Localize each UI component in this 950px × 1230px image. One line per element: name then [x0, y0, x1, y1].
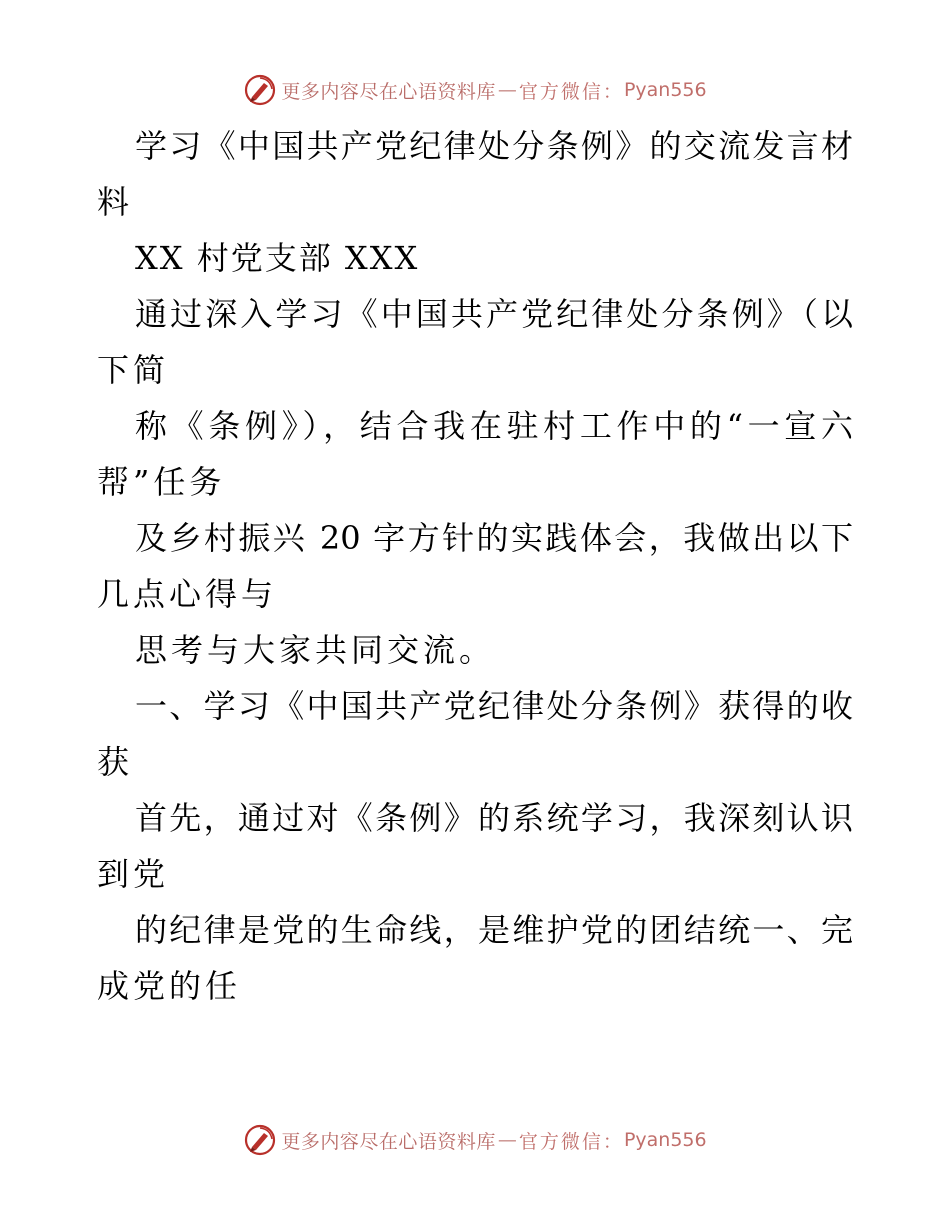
paragraph-line: 成党的任: [97, 967, 242, 1005]
pen-logo-icon: [243, 73, 277, 107]
author-line: XX 村党支部 XXX: [135, 239, 420, 277]
paragraph-line: 几点心得与: [97, 575, 278, 613]
banner-separator: —: [497, 79, 517, 101]
paragraph-line: 通过深入学习《中国共产党纪律处分条例》（以: [135, 295, 853, 333]
document-body: [97, 118, 853, 1014]
section-heading-line: 获: [97, 743, 134, 781]
pen-logo-icon: [243, 1123, 277, 1157]
title-line-2: 料: [97, 183, 134, 221]
paragraph-line: 到党: [97, 855, 170, 893]
paragraph-line: 及乡村振兴 20 字方针的实践体会，我做出以下: [135, 519, 853, 557]
title-line-1: 学习《中国共产党纪律处分条例》的交流发言材: [135, 127, 853, 165]
banner-text: 更多内容尽在心语资料库: [281, 80, 496, 103]
banner-separator: —: [497, 1129, 517, 1151]
footer-banner: [0, 1122, 950, 1158]
paragraph-line: 帮”任务: [97, 463, 226, 501]
paragraph-line: 首先，通过对《条例》的系统学习，我深刻认识: [135, 799, 853, 837]
paragraph-line: 思考与大家共同交流。: [135, 631, 496, 669]
paragraph-line: 下简: [97, 351, 170, 389]
banner-text: 更多内容尽在心语资料库: [281, 1130, 496, 1153]
paragraph-line: 的纪律是党的生命线，是维护党的团结统一、完: [135, 911, 853, 949]
banner-wechat-label: 官方微信：: [518, 80, 624, 103]
section-heading-line: 一、学习《中国共产党纪律处分条例》获得的收: [135, 687, 853, 725]
header-banner: [0, 72, 950, 108]
paragraph-line: 称《条例》），结合我在驻村工作中的“一宣六: [135, 407, 853, 445]
banner-wechat-label: 官方微信：: [518, 1130, 624, 1153]
banner-wechat-id: Pyan556: [623, 79, 707, 101]
banner-wechat-id: Pyan556: [623, 1129, 707, 1151]
